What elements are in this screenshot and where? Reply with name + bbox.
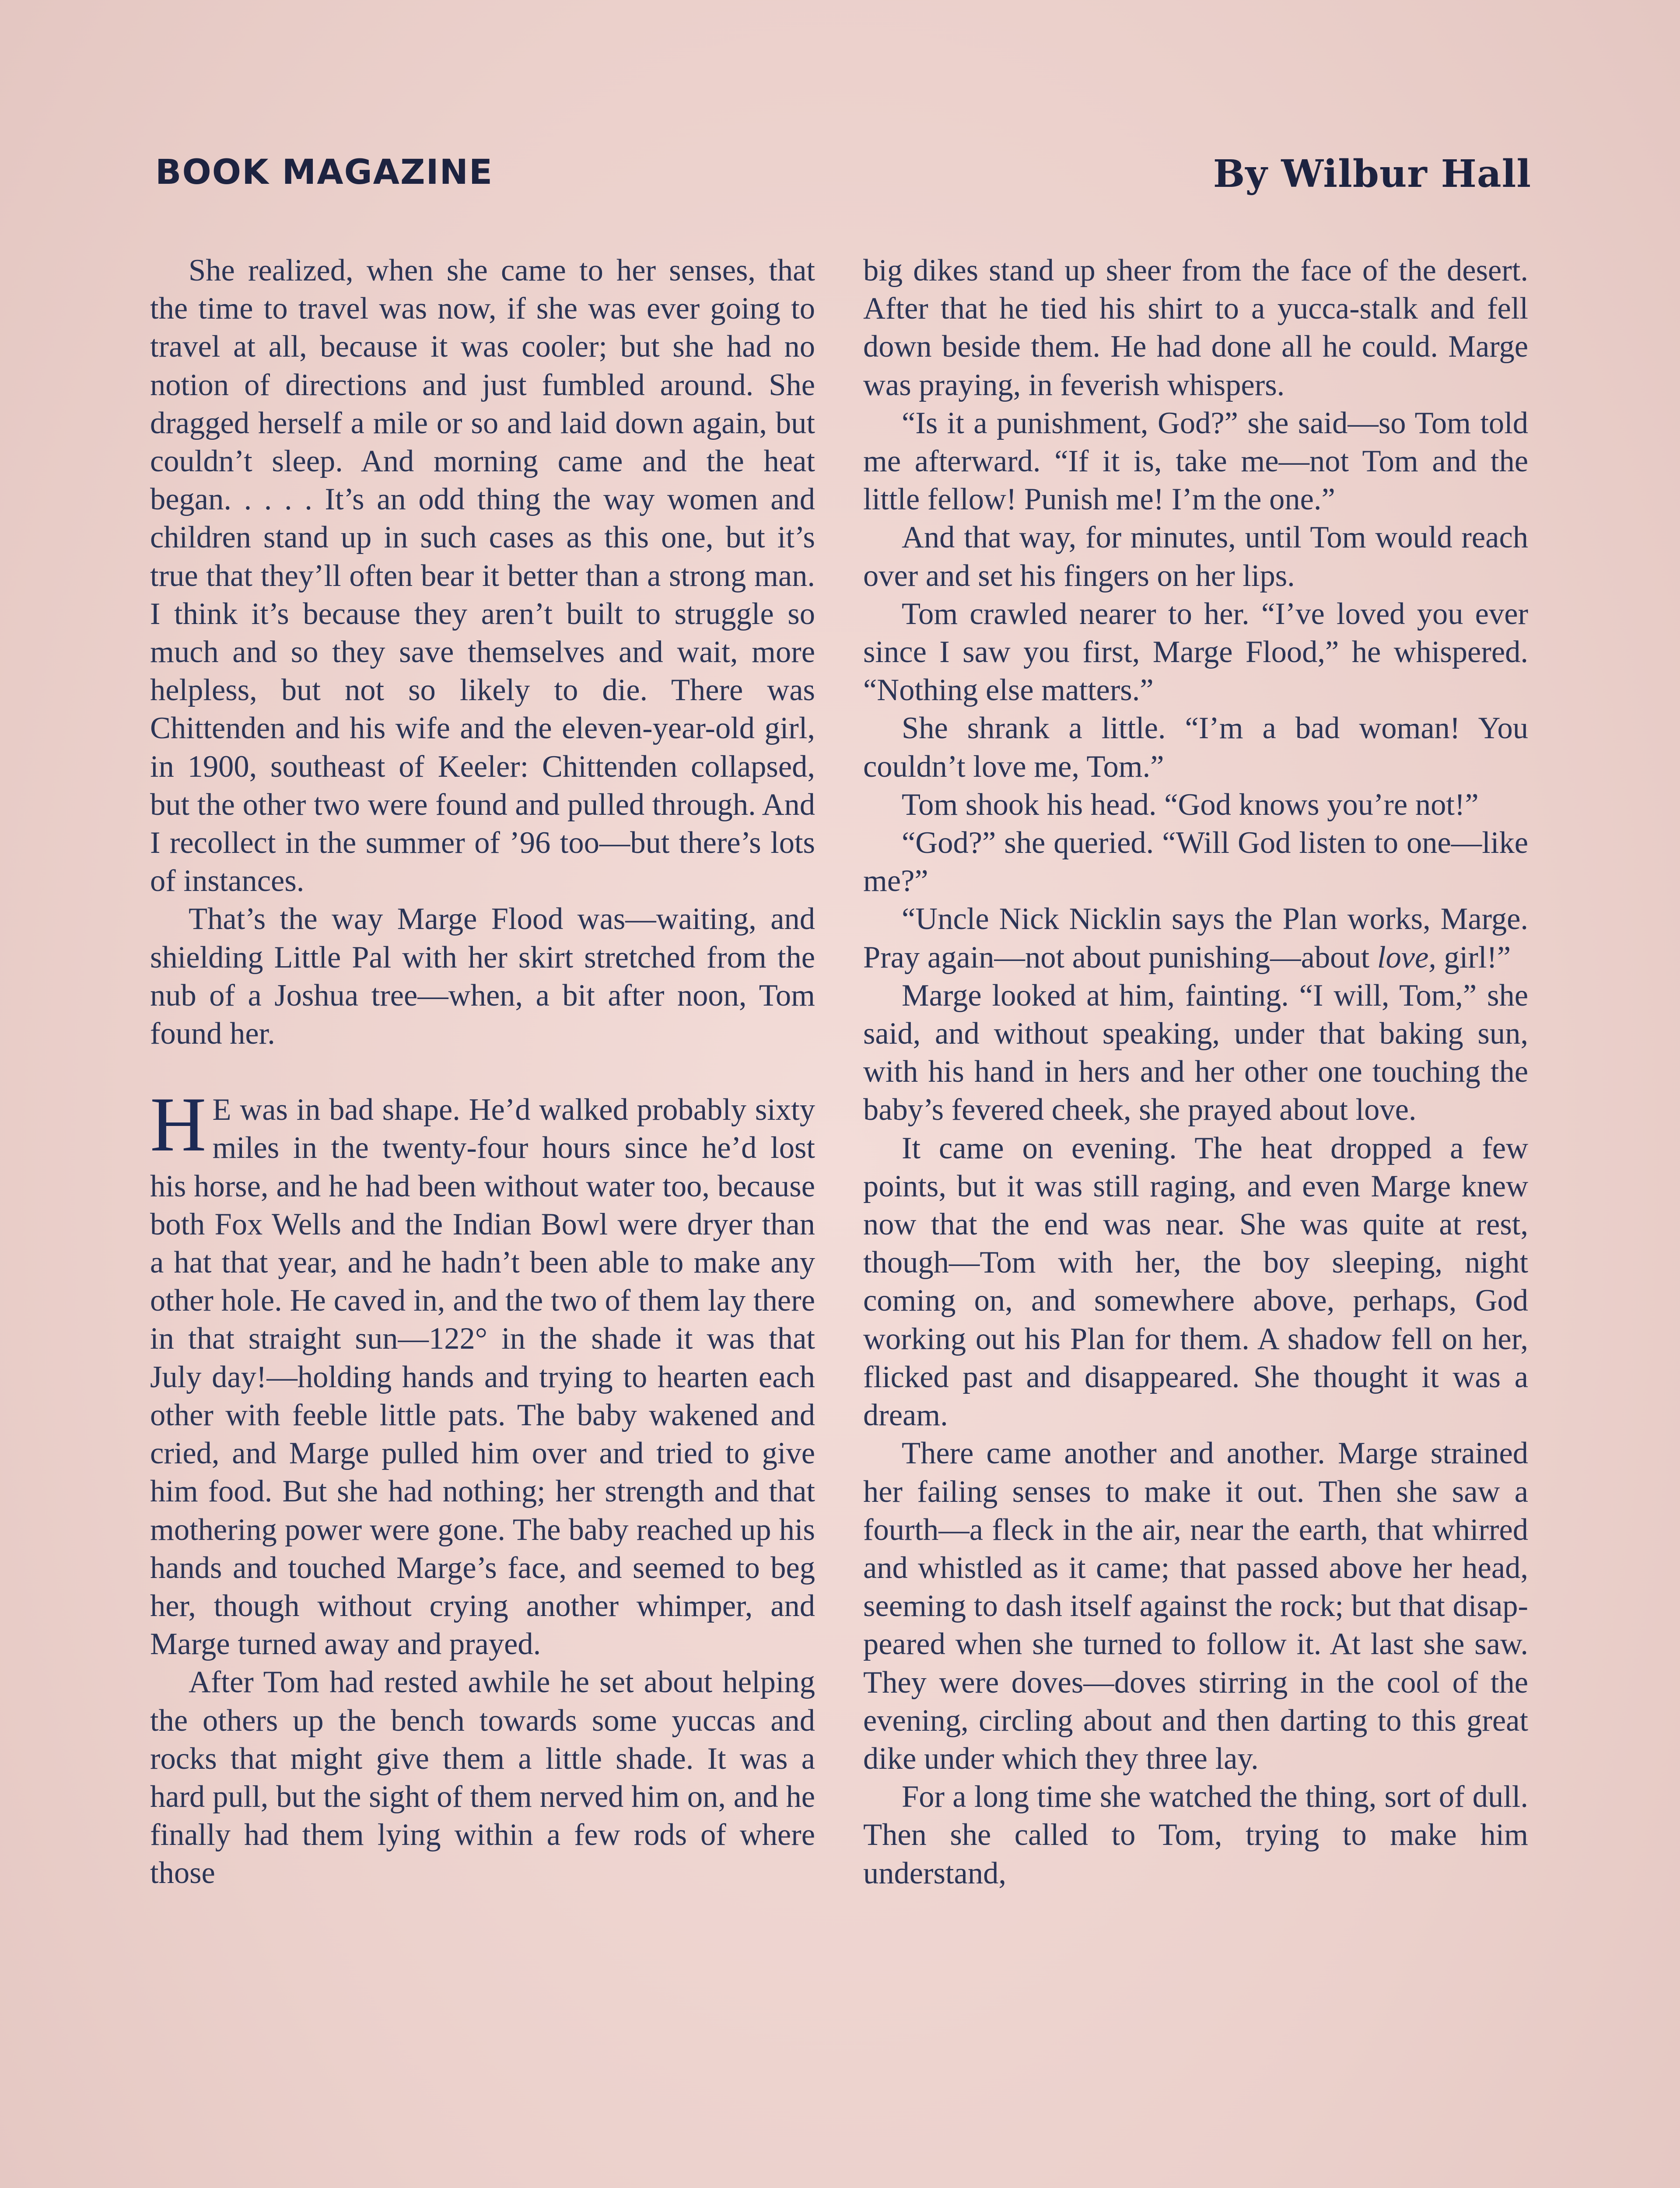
paragraph: “God?” she queried. “Will God listen to one—like me?”: [863, 826, 1528, 898]
emphasis-text: love,: [1377, 940, 1436, 975]
paragraph: She shrank a little. “I’m a bad woman! You couldn’t love me, Tom.”: [863, 711, 1528, 784]
text-column-right: [863, 252, 1528, 2188]
running-head-author: By Wilbur Hall: [1213, 152, 1531, 196]
paragraph: That’s the way Marge Flood was—waiting, and shielding Little Pal with her skirt stretched from the nub of a Joshua tree—when, a bit after noon, Tom found her.: [150, 902, 815, 1051]
paragraph-text: “Uncle Nick Nicklin says the Plan works, Marge. Pray again—not about punishing—about: [863, 902, 1528, 975]
paragraph: Marge looked at him, fainting. “I will, Tom,” she said, and without speaking, under that baking sun, with his hand in hers and her other one touching the baby’s fevered cheek, she prayed about love.: [863, 978, 1528, 1127]
paragraph: “Is it a punishment, God?” she said—so Tom told me afterward. “If it is, take me—not Tom and the little fellow! Punish me! I’m the one.”: [863, 406, 1528, 517]
paragraph: [863, 900, 1528, 976]
paragraph: Tom shook his head. “God knows you’re not!”: [902, 787, 1479, 822]
section-paragraph: [150, 1081, 815, 1663]
paragraph: Tom crawled nearer to her. “I’ve loved you ever since I saw you first, Marge Flood,” he whispered. “Nothing else matters.”: [863, 596, 1528, 708]
paragraph: For a long time she watched the thing, sort of dull. Then she called to Tom, trying to make him understand,: [863, 1780, 1528, 1890]
paragraph: She realized, when she came to her senses, that the time to travel was now, if she was ever going to travel at all, because it was cooler; but she had no notion of directions and just fumbled around. She dragged herself a mile or so and laid down again, but couldn’t sleep. And morning came and the heat began. . . . . It’s an odd thing the way women and children stand up in such cases as this one, but it’s true that they’ll often bear it better than a strong man. I think it’s because they aren’t built to struggle so much and so they save themselves and wait, more helpless, but not so likely to die. There was Chittenden and his wife and the eleven-year-old girl, in 1900, southeast of Keeler: Chittenden collapsed, but the other two were found and pulled through. And I recollect in the summer of ’96 too—but there’s lots of instances.: [150, 253, 815, 898]
paragraph: After Tom had rested awhile he set about helping the others up the bench towards some yuccas and rocks that might give them a little shade. It was a hard pull, but the sight of them nerved him on, and he finally had them lying within a few rods of where those: [150, 1665, 815, 1890]
paragraph: There came another and another. Marge strained her failing senses to make it out. Then she saw a fourth—a fleck in the air, near the earth, that whirred and whistled as it came; that passed above her head, seeming to dash itself against the rock; but that disappeared when she turned to follow it. At last she saw. They were doves—doves stirring in the cool of the evening, circling about and then darting to this great dike under which they three lay.: [863, 1436, 1528, 1776]
paragraph-text: E was in bad shape. He’d walked probably sixty miles in the twenty-four hours since he’d lost his horse, and he had been without water too, because both Fox Wells and the Indian Bowl were dryer than a hat that year, and he hadn’t been able to make any other hole. He caved in, and the two of them lay there in that straight sun—122° in the shade it was that July day!—holding hands and trying to hearten each other with feeble little pats. The baby wakened and cried, and Marge pulled him over and tried to give him food. But she had nothing; her strength and that mothering power were gone. The baby reached up his hands and touched Marge’s face, and seemed to beg her, though without crying another whimper, and Marge turned away and prayed.: [150, 1093, 815, 1662]
paragraph: It came on evening. The heat dropped a few points, but it was still raging, and even Marge knew now that the end was near. She was quite at rest, though—Tom with her, the boy sleeping, night coming on, and somewhere above, perhaps, God working out his Plan for them. A shadow fell on her, flicked past and disappeared. She thought it was a dream.: [863, 1131, 1528, 1433]
text-column-left: [150, 252, 815, 2188]
paragraph-text: girl!”: [1436, 940, 1511, 975]
paragraph: And that way, for minutes, until Tom would reach over and set his fingers on her lips.: [863, 520, 1528, 593]
paragraph-continued: big dikes stand up sheer from the face of the desert. After that he tied his shirt to a yucca-stalk and fell down beside them. He had done all he could. Marge was praying, in feverish whispers.: [863, 253, 1528, 402]
running-head-magazine: BOOK MAGAZINE: [155, 153, 494, 192]
drop-cap: H: [150, 1081, 206, 1168]
